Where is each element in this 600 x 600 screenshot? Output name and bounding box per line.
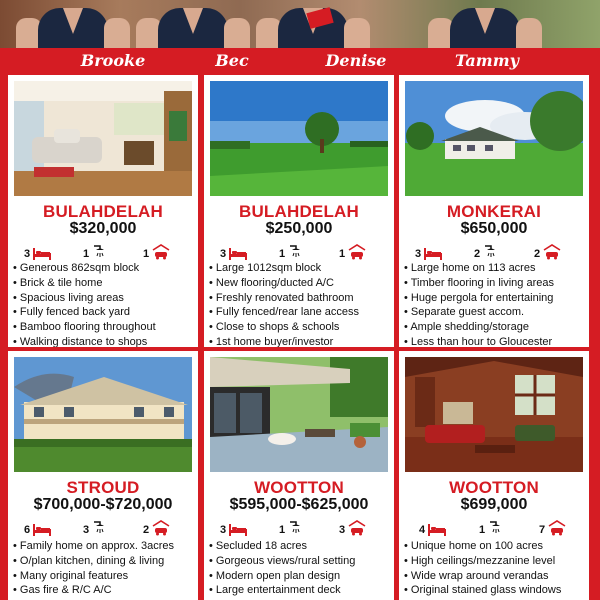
bedrooms-stat [415,240,442,260]
agents-photo-strip [0,0,600,48]
shower-icon [288,244,304,260]
property-photo [405,81,583,196]
bathrooms-count: 1 [83,248,90,260]
listing-stats [8,516,198,536]
listing-suburb: BULAHDELAH [42,202,164,221]
carspaces-stat [339,516,366,536]
features-list [404,261,586,347]
shower-icon [92,244,108,260]
listing-card[interactable] [399,351,589,600]
features-list [13,539,195,598]
garage-car-icon [348,244,366,260]
feature-item: • Spacious living areas [13,291,195,306]
bathrooms-count: 2 [474,248,481,260]
feature-item: • Unique home on 100 acres [404,539,586,554]
feature-item: • O/plan kitchen, dining & living [13,554,195,569]
features-list [209,261,391,347]
listing-stats [8,240,198,260]
carspaces-stat [534,240,561,260]
property-photo [14,81,192,196]
listing-price: $595,000-$625,000 [229,496,369,513]
listing-stats [399,516,589,536]
bed-icon [33,248,51,260]
bedrooms-count: 3 [220,248,227,260]
carspaces-count: 3 [339,524,346,536]
feature-item: • High ceilings/mezzanine level [404,554,586,569]
carspaces-count: 1 [339,248,346,260]
listing-price: $250,000 [265,220,333,237]
listing-card[interactable] [204,351,394,600]
feature-item: • Huge pergola for entertaining [404,291,586,306]
carspaces-count: 7 [539,524,546,536]
bathrooms-stat [83,240,108,260]
features-list [13,261,195,347]
feature-item: • Original stained glass windows [404,583,586,598]
bed-icon [424,248,442,260]
feature-item: • Close to shops & schools [209,320,391,335]
bedrooms-count: 6 [24,524,31,536]
feature-item: • Fully fenced back yard [13,305,195,320]
bathrooms-count: 3 [83,524,90,536]
feature-item: • 1st home buyer/investor [209,335,391,347]
garage-car-icon [152,244,170,260]
property-photo [210,81,388,196]
garage-car-icon [152,520,170,536]
feature-item: • Ample shedding/storage [404,320,586,335]
bedrooms-stat [220,516,247,536]
carspaces-stat [539,516,566,536]
carspaces-stat [143,240,170,260]
shower-icon [488,520,504,536]
listing-price: $700,000-$720,000 [33,496,173,513]
feature-item: • Many original features [13,569,195,584]
bed-icon [428,524,446,536]
bedrooms-stat [220,240,247,260]
listing-card[interactable] [204,75,394,347]
listing-stats [204,240,394,260]
garage-car-icon [548,520,566,536]
agent-name: Denise [325,51,387,70]
carspaces-count: 1 [143,248,150,260]
agent-photo-denise [248,0,368,48]
bed-icon [33,524,51,536]
listing-suburb: WOOTTON [449,478,539,497]
features-list [209,539,391,598]
agent-photo-brooke [8,0,128,48]
bathrooms-stat [279,240,304,260]
property-photo [14,357,192,472]
carspaces-stat [143,516,170,536]
agent-name: Bec [215,51,249,70]
feature-item: • Timber flooring in living areas [404,276,586,291]
listing-price: $320,000 [69,220,137,237]
feature-item: • Fully fenced/rear lane access [209,305,391,320]
feature-item: • Freshly renovated bathroom [209,291,391,306]
listing-card[interactable] [8,351,198,600]
listing-suburb: BULAHDELAH [238,202,360,221]
feature-item: • Large entertainment deck [209,583,391,598]
feature-item: • Large 1012sqm block [209,261,391,276]
feature-item: • Gorgeous views/rural setting [209,554,391,569]
features-list [404,539,586,598]
property-photo [210,357,388,472]
bathrooms-count: 1 [479,524,486,536]
shower-icon [92,520,108,536]
feature-item: • Generous 862sqm block [13,261,195,276]
listing-suburb: STROUD [66,478,140,497]
feature-item: • Gas fire & R/C A/C [13,583,195,598]
listing-stats [204,516,394,536]
bathrooms-stat [83,516,108,536]
agent-name: Tammy [455,51,519,70]
bedrooms-stat [24,240,51,260]
bedrooms-count: 3 [24,248,31,260]
agent-photo-bec [128,0,248,48]
feature-item: • Large home on 113 acres [404,261,586,276]
feature-item: • New flooring/ducted A/C [209,276,391,291]
bathrooms-count: 1 [279,248,286,260]
listing-card[interactable] [8,75,198,347]
feature-item: • Separate guest accom. [404,305,586,320]
listing-stats [399,240,589,260]
bedrooms-count: 3 [415,248,422,260]
bathrooms-stat [479,516,504,536]
agent-names-bar [0,48,600,74]
garage-car-icon [348,520,366,536]
feature-item: • Bamboo flooring throughout [13,320,195,335]
garage-car-icon [543,244,561,260]
bathrooms-stat [279,516,304,536]
bathrooms-stat [474,240,499,260]
bed-icon [229,248,247,260]
listing-price: $699,000 [460,496,528,513]
listing-card[interactable] [399,75,589,347]
agent-name: Brooke [80,51,146,70]
bedrooms-stat [419,516,446,536]
feature-item: • Brick & tile home [13,276,195,291]
carspaces-count: 2 [143,524,150,536]
listing-price: $650,000 [460,220,528,237]
agent-photo-tammy [420,0,540,48]
bedrooms-count: 3 [220,524,227,536]
listing-suburb: MONKERAI [446,202,542,221]
feature-item: • Wide wrap around verandas [404,569,586,584]
bedrooms-stat [24,516,51,536]
feature-item: • Walking distance to shops [13,335,195,347]
feature-item: • Modern open plan design [209,569,391,584]
shower-icon [288,520,304,536]
feature-item: • Family home on approx. 3acres [13,539,195,554]
bed-icon [229,524,247,536]
listing-suburb: WOOTTON [254,478,344,497]
bedrooms-count: 4 [419,524,426,536]
shower-icon [483,244,499,260]
bathrooms-count: 1 [279,524,286,536]
carspaces-stat [339,240,366,260]
carspaces-count: 2 [534,248,541,260]
feature-item: • Less than hour to Gloucester [404,335,586,347]
feature-item: • Secluded 18 acres [209,539,391,554]
property-photo [405,357,583,472]
